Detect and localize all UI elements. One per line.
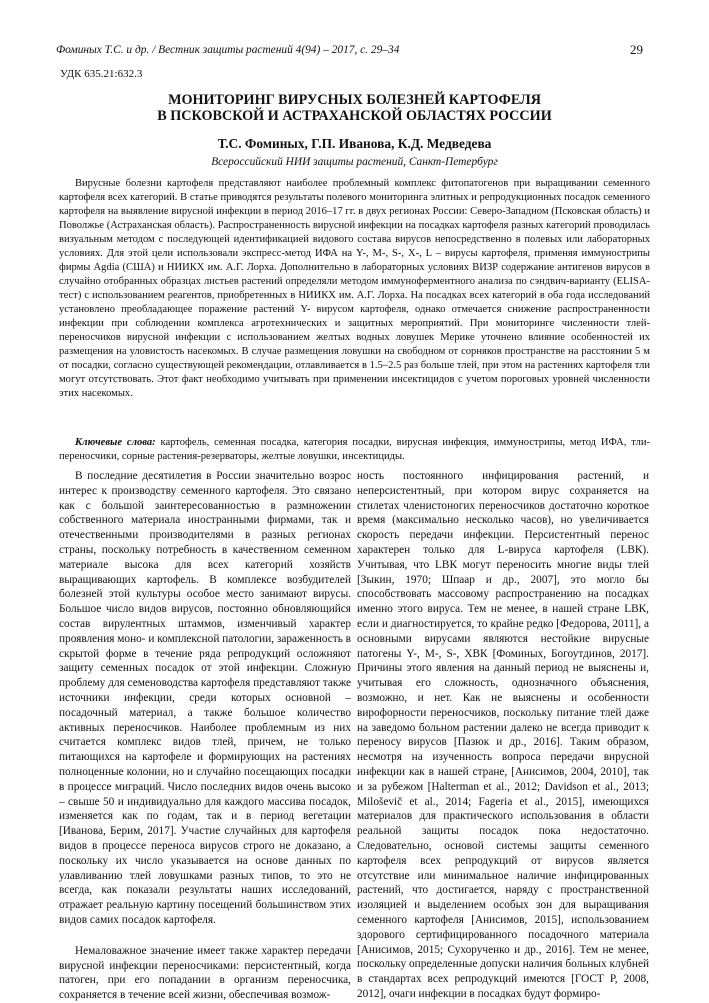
abstract: Вирусные болезни картофеля представляют наиболее проблемный комплекс фитопатогенов при выращивании семенного картофеля всех категорий. В статье приводятся результаты полевого мониторинга элитных и репродукционных посадок семенного картофеля на выявление вирусной инфекции в период 2016–17 гг. в двух регионах России: Северо-Западном (Псковская область) и Поволжье (Астраханская область). Распространенность вирусной инфекции на посадках картофеля разных категорий проводилась визуальным методом с последующей идентификацией видового состава вирусов непосредственно в полевых или лабораторных условиях. Для этой цели использовали экспресс-метод ИФА на Y-, M-, S-, X-, L – вирусы картофеля, применяя иммунострипы фирмы Agdia (США) и НИИКХ им. А.Г. Лорха. Дополнительно в лабораторных условиях ВИЗР содержание антигенов вирусов в случайно отобранных образцах листьев растений определяли методом иммуноферментного анализа по сэндвич-варианту (ELISA-тест) с использованием реагентов, приобретенных в НИИКХ им. А.Г. Лорха. На посадках всех категорий в оба года исследований установлено преобладающее поражение растений Y- вирусом картофеля, однако отмечается снижение распространенности инфекции при соблюдении комплекса агротехнических и защитных мероприятий. При мониторинге численности тлей-переносчиков вирусной инфекции с использованием желтых водных ловушек Мерике уточнено влияние особенностей их размещения на уловистость насекомых. В случае размещения ловушки на свободном от сорняков пространстве на расстоянии 5 м от посадки, согласно существующей рекомендации, отлавливается в 1.5–2.5 раз больше тлей, при этом на растениях картофеля тли могут отсутствовать. Этот факт необходимо учитывать при применении инсектицидов с учетом пороговых уровней численности этих насекомых. — [59, 178, 650, 399]
keywords — [59, 436, 650, 464]
body-paragraph-2: Немаловажное значение имеет также характер передачи вирусной инфекции переносчиками: персистентный, когда патоген, при его попадании в организм переносчика, сохраняется в течение всей жизни, обеспечивая возмож- — [59, 944, 351, 1002]
article-title-line-2: В ПСКОВСКОЙ И АСТРАХАНСКОЙ ОБЛАСТЯХ РОССИИ — [157, 108, 552, 124]
article-title-line-1: МОНИТОРИНГ ВИРУСНЫХ БОЛЕЗНЕЙ КАРТОФЕЛЯ — [168, 92, 541, 108]
page-number: 29 — [630, 42, 643, 57]
body-column-left — [59, 469, 351, 1003]
body-paragraph-1: В последние десятилетия в России значительно возрос интерес к производству семенного картофеля. Это связано как с большой заинтересованностью в размножении собственного материала иностранными фирмами, так и отечественными производителями в разных регионах страны, поскольку потребность в качественном семенном материале высока для всех категорий хозяйств выращивающих картофель. В комплексе возбудителей болезней этой культуры особое место занимают вирусы. Большое число видов вирусов, постоянно обновляющийся состав вирулентных штаммов, изменчивый характер проявления моно- и комплексной патологии, зараженность в скрытой форме в течение ряда репродукций осложняют защиту семенных посадок от этой инфекции. Сложную проблему для семеноводства картофеля представляют также источники инфекции, среди которых основной – посадочный материал, а также большое количество активных переносчиков. Наиболее проблемным из них считается комплекс видов тлей, причем, не только питающихся на картофеле и формирующих на растениях полноценные колонии, но и случайно посещающих посадки в процессе миграций. Число последних видов очень высоко – свыше 50 и индивидуально для каждого массива посадок, изменяется как по годам, так и в период вегетации [Иванова, Берим, 2017]. Участие случайных для картофеля видов в процессе переноса вирусов строго не доказано, а поскольку их число указывается на основе данных по улавливанию тлей ловушками разных типов, то это не всегда, как показали результаты наших исследований, отражает реальную картину посещений большинством этих видов самих посадок картофеля. — [59, 470, 352, 926]
body-column-right — [357, 469, 649, 1002]
running-head: Фоминых Т.С. и др. / Вестник защиты растений 4(94) – 2017, с. 29–34 — [56, 44, 400, 56]
udk-code: УДК 635.21:632.3 — [60, 68, 143, 80]
keywords-label: Ключевые слова: — [75, 437, 156, 448]
authors: Т.С. Фоминых, Г.П. Иванова, К.Д. Медведева — [217, 136, 492, 151]
affiliation: Всероссийский НИИ защиты растений, Санкт-Петербург — [211, 156, 498, 168]
body-paragraph-3: ность постоянного инфицирования растений, и неперсистентный, при котором вирус сохраняется на стилетах члениcтоногих переносчиков достаточно короткое время (максимально несколько часов), но увеличивается скорость передачи инфекции. Персистентный перенос характерен только для L-вируса картофеля (LВК). Учитывая, что LВК могут переносить многие виды тлей [Зыкин, 1970; Шпаар и др., 2007], это могло бы способствовать массовому распространению на посадках именно этого вируса. Тем не менее, в нашей стране LВК, если и диагностируется, то крайне редко [Федорова, 2011], а основными вирусами являются нестойкие вирусные патогены Y-, M-, S-, ХВК [Фоминых, Богоутдинов, 2017]. Причины этого явления на данный период не выяснены и, учитывая его сложность, однозначного объяснения, возможно, и нет. Как не выяснены и особенности вирофорности переносчиков, поскольку питание тлей даже на заведомо больном растении далеко не всегда приводит к переносу вирусов [Пазюк и др., 2016]. Таким образом, несмотря на изученность вопроса передачи вирусной инфекции как в нашей стране, [Анисимов, 2004, 2010], так и за рубежом [Halterman et al., 2012; Davidson et al., 2013; Miloševič et al., 2014; Fageria et al., 2015], имеющихся материалов для практического использования в области реальной защиты посадок пока недостаточно. Следовательно, основой системы защиты семенного картофеля всех репродукций от вирусов является отсутствие или минимальное наличие инфицированных растений, что достигается, наряду с пространственной изоляцией и выделением особых зон для выращивания семенного картофеля [Анисимов, 2015], использованием здорового сертифицированного посадочного материала [Анисимов, 2015; Сухорученко и др., 2016]. Тем не менее, поскольку определенные допуски наличия больных клубней в стандартах всех репродукций имеются [ГОСТ Р, 2008, 2012], очаги инфекции в посадках будут формиро- — [357, 470, 649, 1000]
keywords-text: картофель, семенная посадка, категория посадки, вирусная инфекция, иммунострипы, метод ИФА, тли-переносчики, сорные растения-резерваторы, желтые ловушки, инсектициды. — [59, 437, 651, 462]
